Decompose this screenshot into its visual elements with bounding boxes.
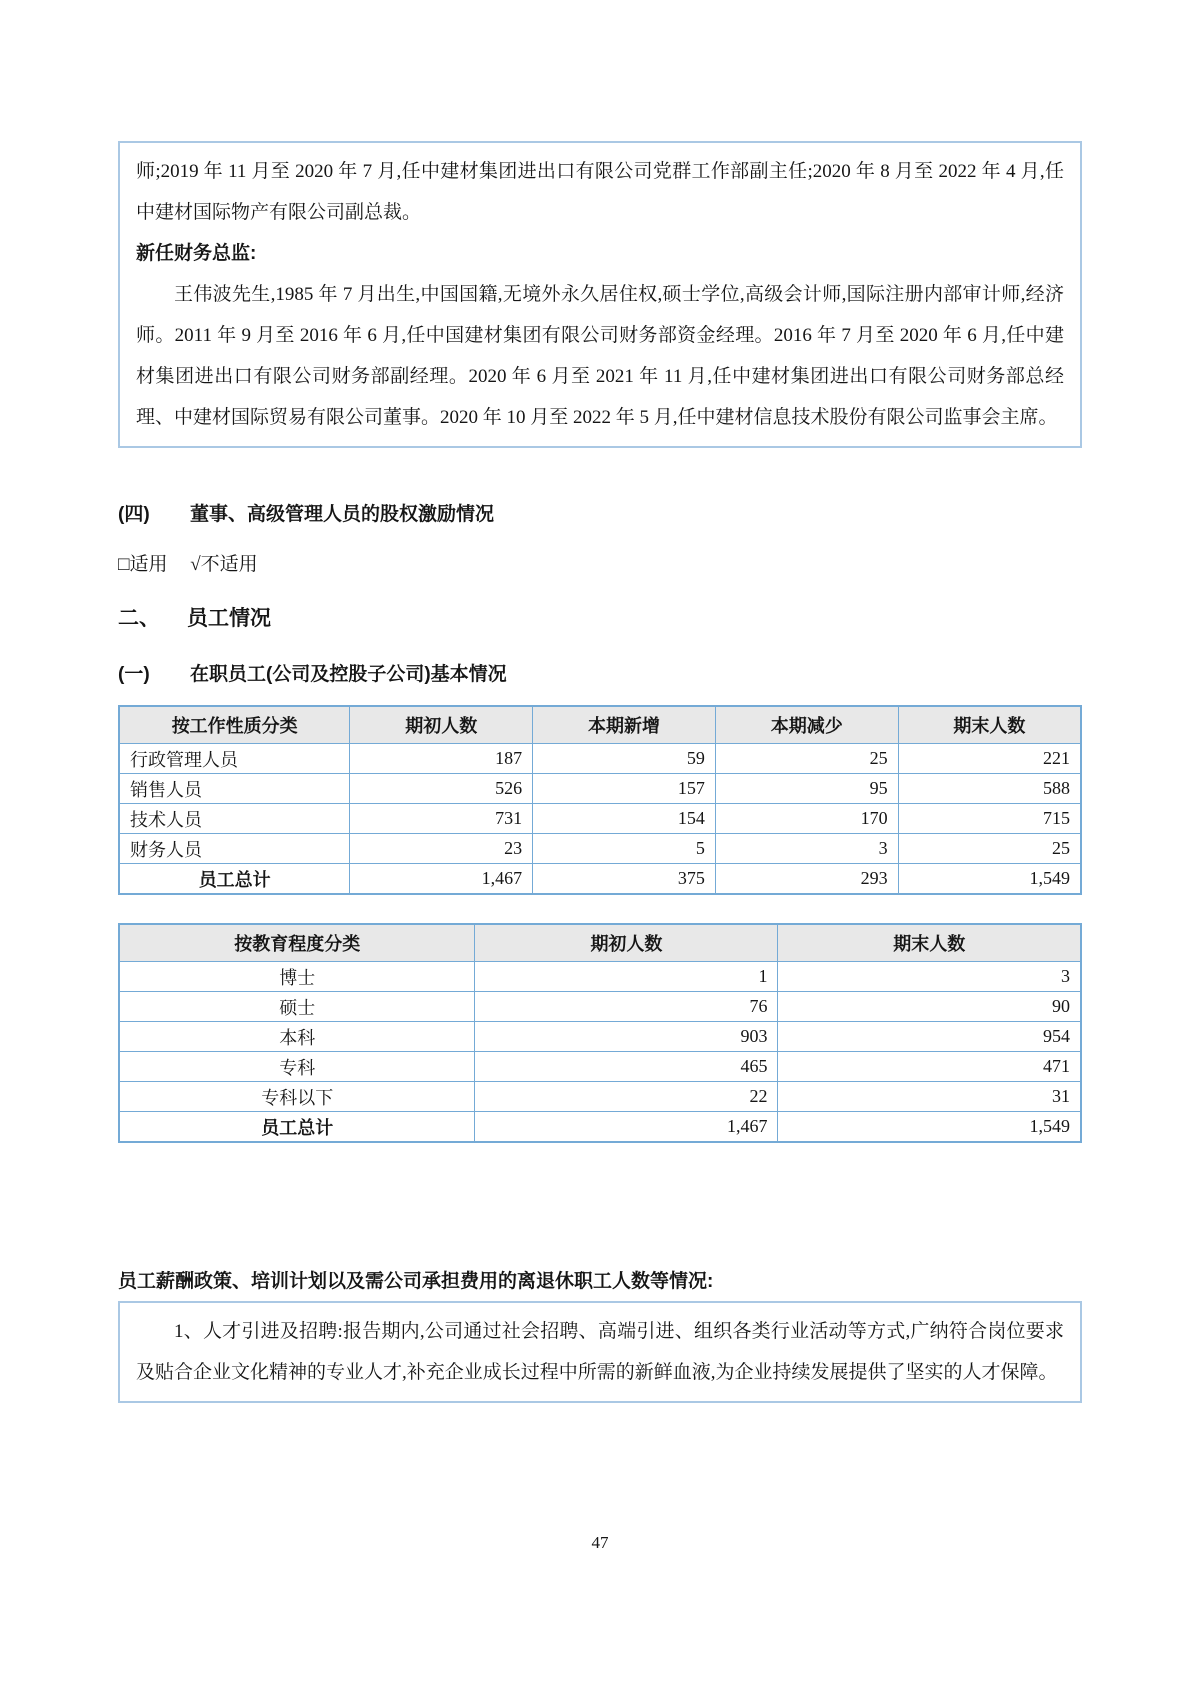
count-begin: 1 xyxy=(475,962,778,992)
salary-policy-heading: 员工薪酬政策、培训计划以及需公司承担费用的离退休职工人数等情况: xyxy=(118,1271,714,1292)
table-header-row xyxy=(119,706,1081,744)
table-total-row xyxy=(119,864,1081,895)
count-begin: 23 xyxy=(350,834,533,864)
total-label: 员工总计 xyxy=(119,864,350,895)
section-4-title: 董事、高级管理人员的股权激励情况 xyxy=(190,504,495,525)
column-header: 期末人数 xyxy=(898,706,1081,744)
count-reduced: 25 xyxy=(715,744,898,774)
table-row xyxy=(119,1052,1081,1082)
salary-policy-box xyxy=(118,1301,1082,1403)
total-label: 员工总计 xyxy=(119,1112,475,1143)
education-level: 博士 xyxy=(119,962,475,992)
count-reduced: 3 xyxy=(715,834,898,864)
total-reduced: 293 xyxy=(715,864,898,895)
section-2-number: 二、 xyxy=(118,607,160,630)
checkbox-applicable-unchecked: □适用 xyxy=(118,554,168,575)
total-begin: 1,467 xyxy=(350,864,533,895)
table-row xyxy=(119,1022,1081,1052)
count-end: 221 xyxy=(898,744,1081,774)
section-4-heading xyxy=(118,502,1082,528)
total-begin: 1,467 xyxy=(475,1112,778,1143)
education-level: 硕士 xyxy=(119,992,475,1022)
count-end: 90 xyxy=(778,992,1081,1022)
table-row xyxy=(119,992,1081,1022)
employees-by-education-table xyxy=(118,923,1082,1143)
table-row xyxy=(119,804,1081,834)
count-added: 59 xyxy=(533,744,716,774)
section-2-title: 员工情况 xyxy=(187,607,271,630)
count-added: 157 xyxy=(533,774,716,804)
table-total-row xyxy=(119,1112,1081,1143)
total-added: 375 xyxy=(533,864,716,895)
count-reduced: 170 xyxy=(715,804,898,834)
education-level: 专科以下 xyxy=(119,1082,475,1112)
section-2-heading xyxy=(118,605,1082,633)
count-end: 471 xyxy=(778,1052,1081,1082)
section-2-1-title: 在职员工(公司及控股子公司)基本情况 xyxy=(190,664,507,685)
total-end: 1,549 xyxy=(898,864,1081,895)
section-2-1-heading xyxy=(118,662,1082,688)
job-category: 行政管理人员 xyxy=(119,744,350,774)
job-category: 财务人员 xyxy=(119,834,350,864)
section-2-1-number: (一) xyxy=(118,664,150,685)
table-row xyxy=(119,1082,1081,1112)
cfo-bio-paragraph: 王伟波先生,1985 年 7 月出生,中国国籍,无境外永久居住权,硕士学位,高级会计师,国际注册内部审计师,经济师。2011 年 9 月至 2016 年 6 月,任中国建材集团有限公司财务部资金经理。2016 年 7 月至 2020 年 6 月,任中建材集团进出口有限公司财务部副经理。2020 年 6 月至 2021 年 11 月,任中建材集团进出口有限公司财务部总经理、中建材国际贸易有限公司董事。2020 年 10 月至 2022 年 5 月,任中建材信息技术股份有限公司监事会主席。 xyxy=(136,284,1064,428)
column-header: 按工作性质分类 xyxy=(119,706,350,744)
count-added: 5 xyxy=(533,834,716,864)
count-end: 31 xyxy=(778,1082,1081,1112)
employees-by-job-table xyxy=(118,705,1082,895)
count-end: 588 xyxy=(898,774,1081,804)
checkbox-not-applicable-checked: √不适用 xyxy=(190,554,258,575)
column-header: 本期新增 xyxy=(533,706,716,744)
table-row xyxy=(119,774,1081,804)
count-begin: 465 xyxy=(475,1052,778,1082)
count-begin: 903 xyxy=(475,1022,778,1052)
count-begin: 76 xyxy=(475,992,778,1022)
column-header: 期末人数 xyxy=(778,924,1081,962)
new-cfo-heading: 新任财务总监: xyxy=(136,243,257,264)
job-category: 技术人员 xyxy=(119,804,350,834)
talent-recruitment-paragraph: 1、人才引进及招聘:报告期内,公司通过社会招聘、高端引进、组织各类行业活动等方式,广纳符合岗位要求及贴合企业文化精神的专业人才,补充企业成长过程中所需的新鲜血液,为企业持续发展提供了坚实的人才保障。 xyxy=(136,1321,1064,1383)
column-header: 按教育程度分类 xyxy=(119,924,475,962)
count-begin: 187 xyxy=(350,744,533,774)
count-begin: 526 xyxy=(350,774,533,804)
education-level: 专科 xyxy=(119,1052,475,1082)
job-category: 销售人员 xyxy=(119,774,350,804)
section-4-number: (四) xyxy=(118,504,150,525)
table-row xyxy=(119,744,1081,774)
count-end: 715 xyxy=(898,804,1081,834)
table-row xyxy=(119,834,1081,864)
count-added: 154 xyxy=(533,804,716,834)
bio-continuation-paragraph: 师;2019 年 11 月至 2020 年 7 月,任中建材集团进出口有限公司党群工作部副主任;2020 年 8 月至 2022 年 4 月,任中建材国际物产有限公司副总裁。 xyxy=(136,161,1064,223)
table-header-row xyxy=(119,924,1081,962)
page-number: 47 xyxy=(591,1533,609,1552)
column-header: 本期减少 xyxy=(715,706,898,744)
column-header: 期初人数 xyxy=(350,706,533,744)
count-begin: 22 xyxy=(475,1082,778,1112)
column-header: 期初人数 xyxy=(475,924,778,962)
count-reduced: 95 xyxy=(715,774,898,804)
count-end: 954 xyxy=(778,1022,1081,1052)
table-row xyxy=(119,962,1081,992)
total-end: 1,549 xyxy=(778,1112,1081,1143)
executive-bio-box xyxy=(118,141,1082,448)
count-end: 3 xyxy=(778,962,1081,992)
count-begin: 731 xyxy=(350,804,533,834)
applicability-line xyxy=(118,552,1082,578)
count-end: 25 xyxy=(898,834,1081,864)
education-level: 本科 xyxy=(119,1022,475,1052)
